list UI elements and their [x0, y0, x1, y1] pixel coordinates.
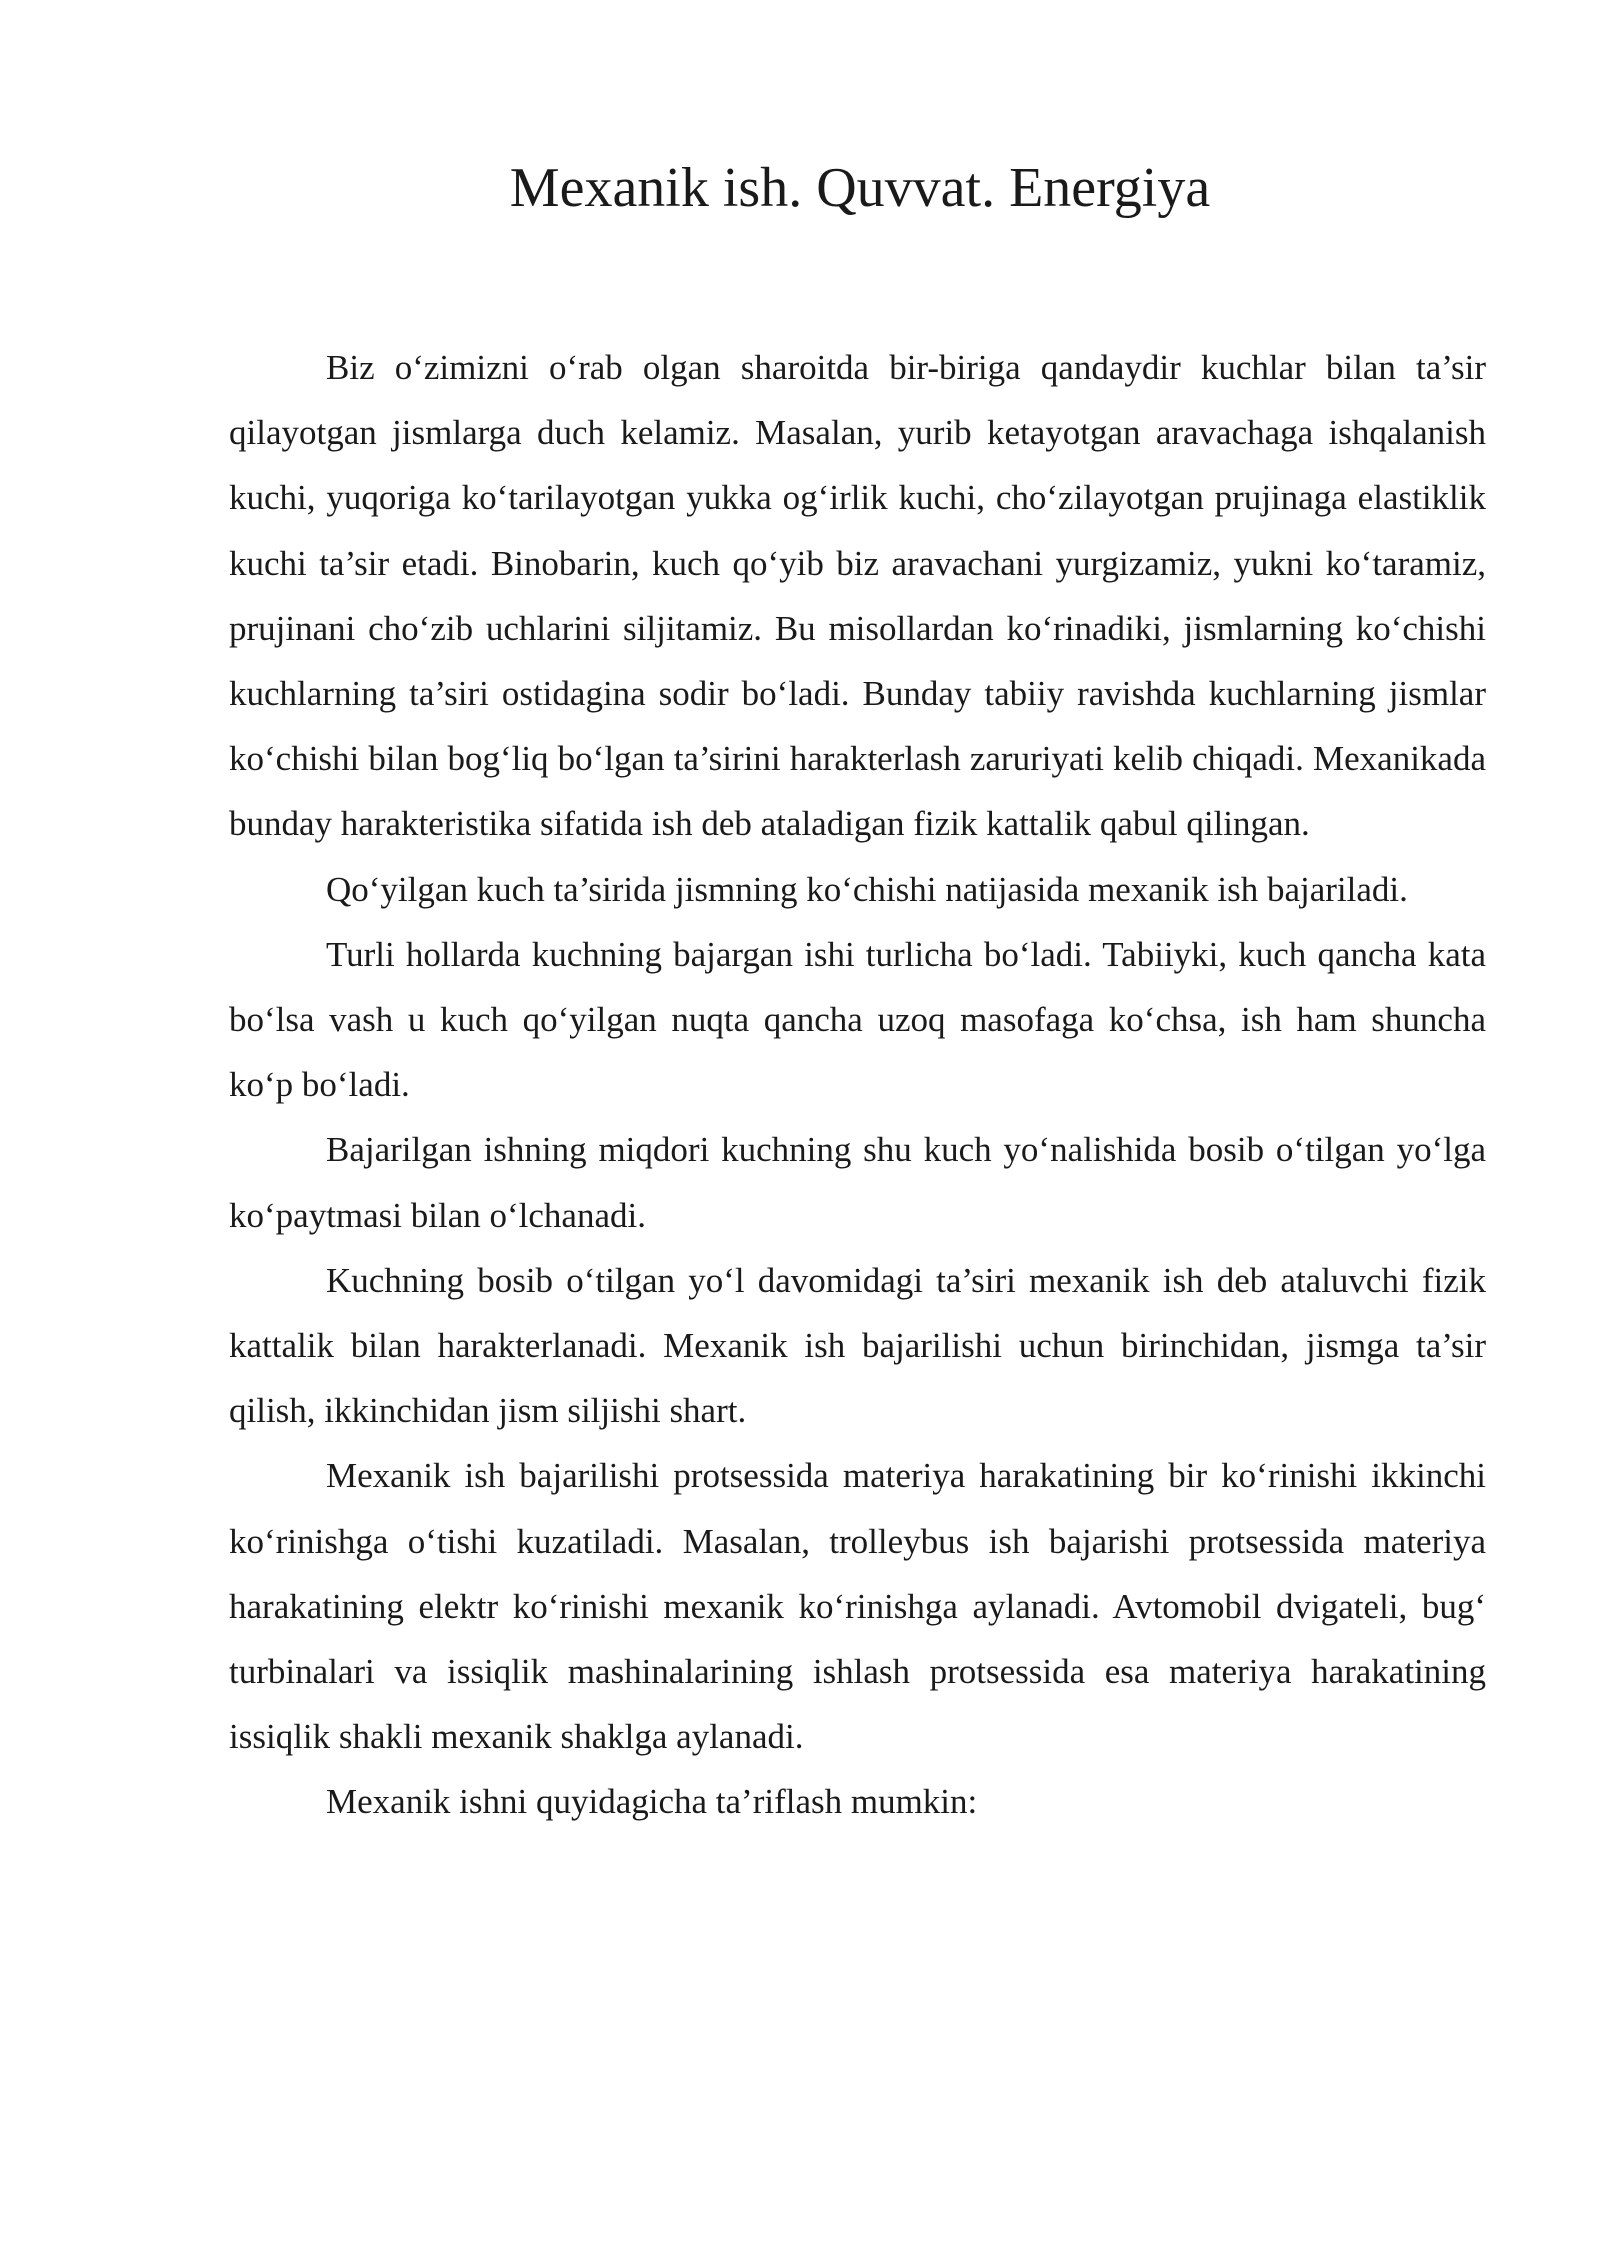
paragraph: Mexanik ish bajarilishi protsessida materiya harakatining bir ko‘rinishi ikkinchi ko‘rinishga o‘tishi kuzatiladi. Masalan, trolleybus ish bajarishi protsessida materiya harakatining elektr ko‘rinishi mexanik ko‘rinishga aylanadi. Avtomobil dvigateli, bug‘ turbinalari va issiqlik mashinalarining ishlash protsessida esa materiya harakatining issiqlik shakli mexanik shaklga aylanadi. [229, 1456, 1486, 1757]
document-body [229, 335, 1486, 1835]
paragraph: Kuchning bosib o‘tilgan yo‘l davomidagi ta’siri mexanik ish deb ataluvchi fizik kattalik bilan harakterlanadi. Mexanik ish bajarilishi uchun birinchidan, jismga ta’sir qilish, ikkinchidan jism siljishi shart. [229, 1260, 1486, 1431]
paragraph: Turli hollarda kuchning bajargan ishi turlicha bo‘ladi. Tabiiyki, kuch qancha kata bo‘lsa vash u kuch qo‘yilgan nuqta qancha uzoq masofaga ko‘chsa, ish ham shuncha ko‘p bo‘ladi. [229, 934, 1486, 1105]
paragraph: Qo‘yilgan kuch ta’sirida jismning ko‘chishi natijasida mexanik ish bajariladi. [326, 869, 1408, 909]
paragraph: Bajarilgan ishning miqdori kuchning shu kuch yo‘nalishida bosib o‘tilgan yo‘lga ko‘paytmasi bilan o‘lchanadi. [229, 1130, 1486, 1235]
paragraph: Mexanik ishni quyidagicha ta’riflash mumkin: [326, 1782, 978, 1822]
document-title: Mexanik ish. Quvvat. Energiya [509, 157, 1211, 219]
paragraph: Biz o‘zimizni o‘rab olgan sharoitda bir-biriga qandaydir kuchlar bilan ta’sir qilayotgan jismlarga duch kelamiz. Masalan, yurib ketayotgan aravachaga ishqalanish kuchi, yuqoriga ko‘tarilayotgan yukka og‘irlik kuchi, cho‘zilayotgan prujinaga elastiklik kuchi ta’sir etadi. Binobarin, kuch qo‘yib biz aravachani yurgizamiz, yukni ko‘taramiz, prujinani cho‘zib uchlarini siljitamiz. Bu misollardan ko‘rinadiki, jismlarning ko‘chishi kuchlarning ta’siri ostidagina sodir bo‘ladi. Bunday tabiiy ravishda kuchlarning jismlar ko‘chishi bilan bog‘liq bo‘lgan ta’sirini harakterlash zaruriyati kelib chiqadi. Mexanikada bunday harakteristika sifatida ish deb ataladigan fizik kattalik qabul qilingan. [229, 348, 1486, 844]
